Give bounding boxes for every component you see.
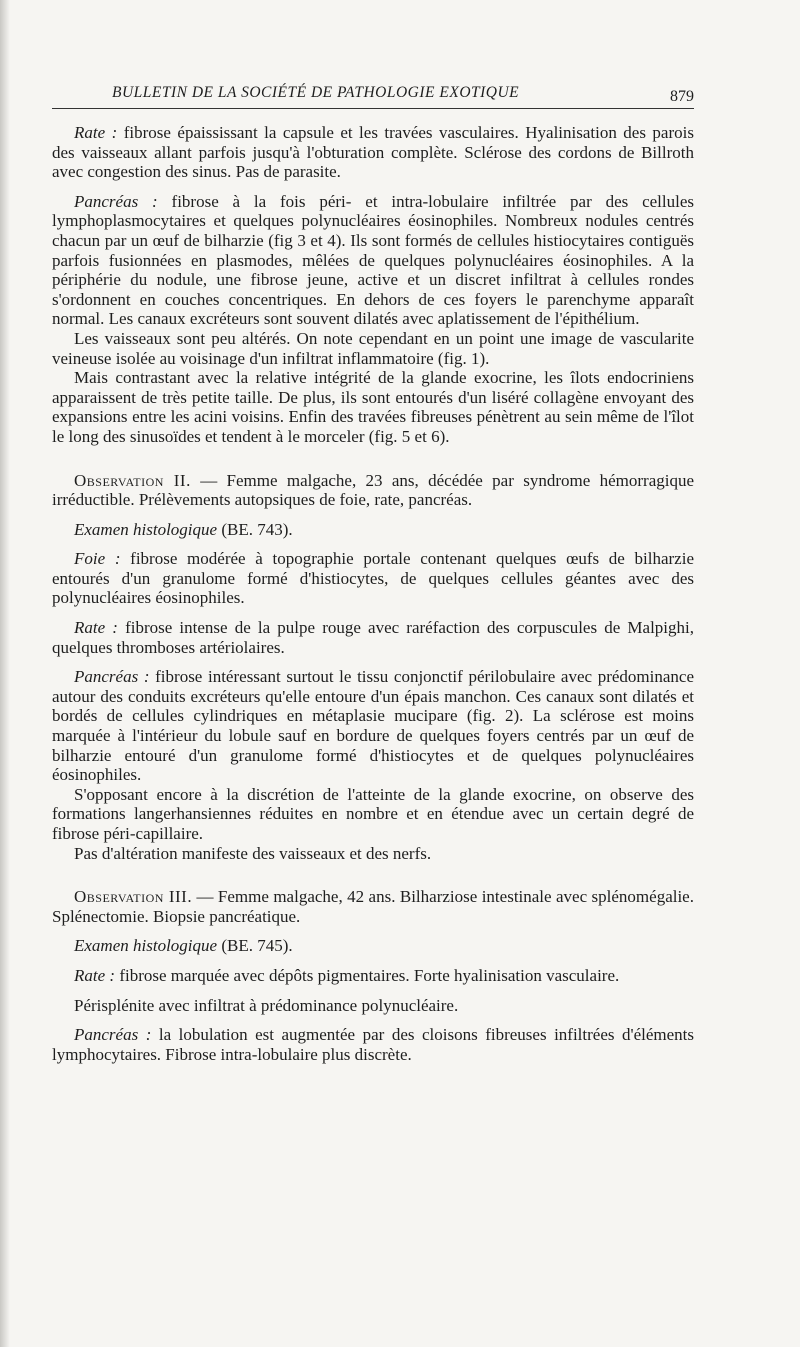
section-label: Pancréas : [74, 667, 150, 687]
section-label: Examen histologique [74, 936, 218, 956]
paragraph-text: Mais contrastant avec la relative intégrité de la glande exocrine, les îlots endocriniens apparaissent de très petite taille. De plus, ils sont entourés d'un liséré collagène envoyant des expansions entre les acini voisins. Enfin des travées fibreuses pénètrent au sein même de l'îlot le long des sinusoïdes et tendent à le morceler (fig. 5 et 6). [52, 368, 694, 446]
paragraph-islets-obs1 [52, 368, 694, 446]
paragraph-text: fibrose épaississant la capsule et les travées vasculaires. Hyalinisation des parois des vaisseaux allant parfois jusqu'à l'obturation complète. Sclérose des cordons de Billroth avec congestion des sinus. Pas de parasite. [52, 123, 694, 182]
paragraph-text: — Femme malgache, 23 ans, décédée par syndrome hémorragique irréductible. Prélèvements autopsiques de foie, rate, pancréas. [52, 470, 695, 510]
paragraph-pancreas-obs1 [52, 192, 694, 329]
section-label: Pancréas : [74, 1025, 152, 1045]
page-edge-shadow [0, 0, 10, 1347]
section-label: Pancréas : [74, 191, 158, 211]
paragraph-rate-obs2 [52, 618, 694, 657]
article-body [52, 123, 694, 1064]
page-number: 879 [670, 88, 694, 105]
histology-exam-obs2 [52, 520, 694, 540]
paragraph-vessels-obs2 [52, 844, 694, 864]
paragraph-rate-obs1 [52, 123, 694, 182]
paragraph-text: fibrose à la fois péri- et intra-lobulaire infiltrée par des cellules lymphoplasmocytaires et quelques polynucléaires éosinophiles. Nombreux nodules centrés chacun par un œuf de bilharzie (fig 3 et 4). Ils sont formés de cellules histiocytaires contiguës parfois fusionnées en plasmodes, mêlées de quelques polynucléaires éosinophiles. A la périphérie du nodule, une fibrose jeune, active et un discret infiltrat à cellules rondes s'ordonnent en couches concentriques. En dehors de ces foyers le parenchyme apparaît normal. Les canaux excréteurs sont souvent dilatés avec aplatissement de l'épithélium. [52, 191, 694, 329]
paragraph-text: fibrose marquée avec dépôts pigmentaires. Forte hyalinisation vasculaire. [115, 965, 620, 985]
paragraph-vessels-obs1 [52, 329, 694, 368]
paragraph-text: fibrose modérée à topographie portale contenant quelques œufs de bilharzie entourés d'un granulome formé d'histiocytes, de quelques cellules géantes avec des polynucléaires éosinophiles. [52, 549, 694, 608]
paragraph-text: (BE. 745). [217, 936, 293, 956]
histology-exam-obs3 [52, 936, 694, 956]
paragraph-pancreas-obs3 [52, 1025, 694, 1064]
paragraph-text: S'opposant encore à la discrétion de l'atteinte de la glande exocrine, on observe des formations langerhansiennes réduites en nombre et en étendue avec un certain degré de fibrose péri-capillaire. [52, 784, 694, 843]
paragraph-text: (BE. 743). [217, 519, 293, 539]
section-label: Rate : [74, 618, 118, 638]
observation-title: Observation III. [74, 887, 193, 907]
journal-page [52, 78, 694, 1064]
paragraph-text: fibrose intense de la pulpe rouge avec raréfaction des corpuscules de Malpighi, quelques thromboses artériolaires. [52, 618, 694, 657]
running-title: BULLETIN DE LA SOCIÉTÉ DE PATHOLOGIE EXOTIQUE [112, 84, 520, 101]
section-label: Examen histologique [74, 519, 218, 539]
paragraph-rate-obs3 [52, 966, 694, 986]
section-label: Rate : [74, 965, 116, 985]
paragraph-text: fibrose intéressant surtout le tissu conjonctif périlobulaire avec prédominance autour des conduits excréteurs qu'elle entoure d'un épais manchon. Ces canaux sont dilatés et bordés de cellules cylindriques en métaplasie mucipare (fig. 2). La sclérose est moins marquée à l'intérieur du lobule sauf en bordure de quelques foyers centrés par un œuf de bilharzie entouré d'un granulome formé d'histiocytes et de quelques polynucléaires éosinophiles. [52, 667, 694, 785]
paragraph-text: Pas d'altération manifeste des vaisseaux et des nerfs. [74, 843, 432, 863]
observation-title: Observation II. [74, 470, 191, 490]
section-label: Foie : [74, 549, 121, 569]
section-label: Rate : [74, 123, 118, 142]
paragraph-text: — Femme malgache, 42 ans. Bilharziose intestinale avec splénomégalie. Splénectomie. Biopsie pancréatique. [52, 887, 694, 926]
observation-3-heading [52, 887, 694, 926]
observation-2-heading [52, 471, 694, 510]
paragraph-text: la lobulation est augmentée par des cloisons fibreuses infiltrées d'éléments lymphocytaires. Fibrose intra-lobulaire plus discrète. [52, 1025, 694, 1064]
paragraph-foie-obs2 [52, 549, 694, 608]
paragraph-text: Les vaisseaux sont peu altérés. On note cependant en un point une image de vascularite veineuse isolée au voisinage d'un infiltrat inflammatoire (fig. 1). [52, 328, 694, 368]
running-header [52, 78, 694, 109]
paragraph-perisplenite-obs3 [52, 996, 694, 1016]
paragraph-text: Périsplénite avec infiltrat à prédominance polynucléaire. [74, 995, 459, 1015]
paragraph-pancreas-obs2 [52, 667, 694, 785]
paragraph-langerhans-obs2 [52, 785, 694, 844]
